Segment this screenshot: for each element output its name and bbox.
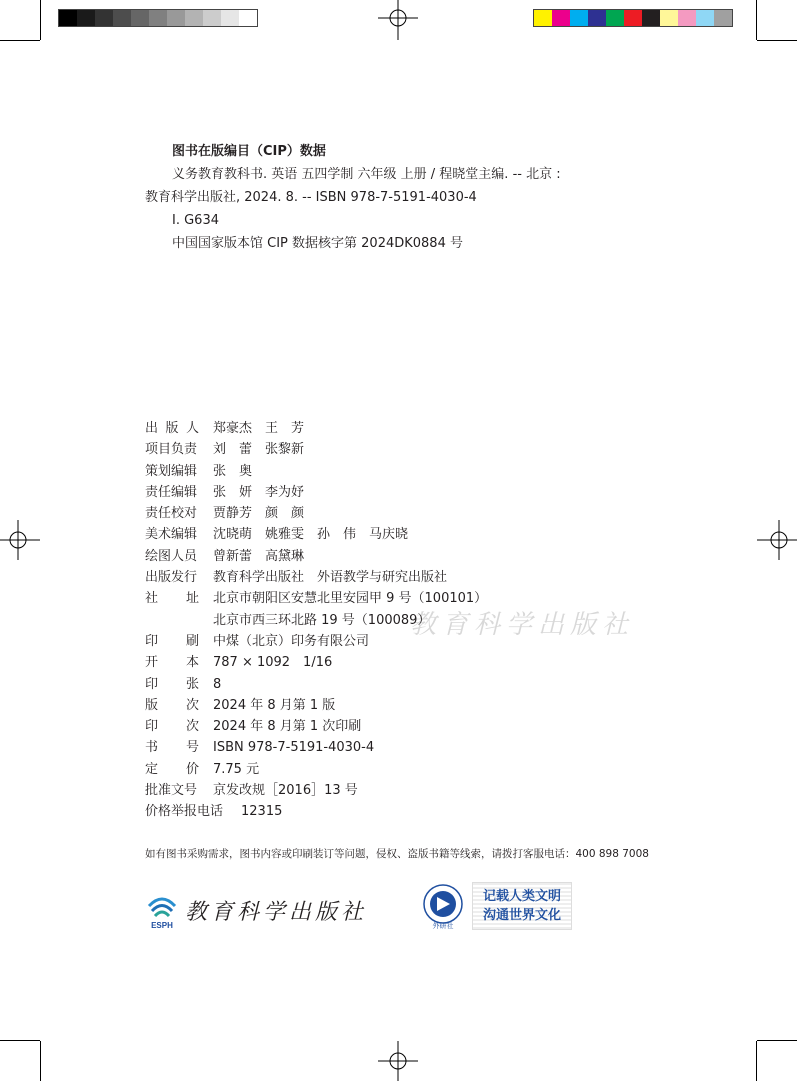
credit-row bbox=[145, 759, 487, 780]
crop-mark bbox=[40, 0, 41, 40]
credit-label: 印刷 bbox=[145, 633, 199, 649]
credit-label: 责任编辑 bbox=[145, 484, 198, 500]
credit-value: 7.75 元 bbox=[213, 761, 260, 777]
crop-mark bbox=[757, 40, 797, 41]
color-swatch bbox=[221, 10, 239, 26]
credit-label: 印次 bbox=[145, 719, 199, 735]
credit-label: 项目负责 bbox=[145, 442, 198, 458]
credit-label: 策划编辑 bbox=[145, 463, 198, 479]
credit-value: 2024 年 8 月第 1 次印刷 bbox=[213, 719, 362, 735]
credit-value: 京发改规［2016］13 号 bbox=[213, 783, 358, 799]
crop-mark bbox=[0, 1040, 40, 1041]
color-swatch bbox=[624, 10, 642, 26]
credit-value: 787 × 1092 1/16 bbox=[213, 655, 333, 671]
fltrp-slogan bbox=[472, 882, 572, 930]
credit-row bbox=[145, 567, 487, 588]
color-swatch bbox=[552, 10, 570, 26]
credit-value: ISBN 978-7-5191-4030-4 bbox=[213, 740, 375, 756]
credit-row bbox=[145, 780, 487, 801]
credit-row bbox=[145, 461, 487, 482]
color-swatch bbox=[534, 10, 552, 26]
color-swatch bbox=[203, 10, 221, 26]
credit-label: 出版发行 bbox=[145, 570, 198, 586]
cip-heading: 图书在版编目（CIP）数据 bbox=[172, 144, 326, 159]
cip-line: 中国国家版本馆 CIP 数据核字第 2024DK0884 号 bbox=[172, 236, 463, 251]
credit-value: 曾新蕾 高黛琳 bbox=[213, 548, 305, 564]
credit-value: 12315 bbox=[241, 804, 283, 820]
credit-row bbox=[145, 546, 487, 567]
credit-value: 北京市西三环北路 19 号（100089） bbox=[213, 612, 431, 628]
color-swatch bbox=[588, 10, 606, 26]
credit-row bbox=[145, 631, 487, 652]
color-swatch bbox=[660, 10, 678, 26]
credit-value: 郑豪杰 王 芳 bbox=[213, 421, 305, 436]
grayscale-bar bbox=[58, 9, 258, 27]
registration-mark-icon bbox=[757, 520, 797, 560]
color-swatch bbox=[696, 10, 714, 26]
crop-mark bbox=[757, 1040, 797, 1041]
credit-value: 教育科学出版社 外语教学与研究出版社 bbox=[213, 570, 448, 586]
credit-label: 出版人 bbox=[145, 421, 199, 436]
color-swatch bbox=[59, 10, 77, 26]
color-bar bbox=[533, 9, 733, 27]
credit-value: 张 妍 李为妤 bbox=[213, 484, 305, 500]
esph-name: 教育科学出版社 bbox=[185, 899, 368, 925]
fltrp-slogan-line: 记载人类文明 bbox=[483, 889, 562, 904]
fltrp-logo bbox=[420, 882, 572, 930]
esph-abbr: ESPH bbox=[151, 921, 173, 930]
credit-row bbox=[145, 801, 487, 822]
publisher-watermark: 教育科学出版社 bbox=[410, 610, 635, 640]
credit-row bbox=[145, 674, 487, 695]
credit-label: 开本 bbox=[145, 655, 199, 671]
crop-mark bbox=[756, 1041, 757, 1081]
cip-block bbox=[145, 140, 561, 255]
color-swatch bbox=[95, 10, 113, 26]
color-swatch bbox=[678, 10, 696, 26]
credit-row bbox=[145, 716, 487, 737]
fltrp-emblem-icon bbox=[420, 883, 466, 929]
color-swatch bbox=[77, 10, 95, 26]
credit-value: 沈晓萌 姚雅雯 孙 伟 马庆晓 bbox=[213, 527, 409, 543]
color-swatch bbox=[642, 10, 660, 26]
credit-label: 批准文号 bbox=[145, 783, 198, 799]
credit-row bbox=[145, 737, 487, 758]
crop-mark bbox=[756, 0, 757, 40]
credit-label: 责任校对 bbox=[145, 506, 198, 522]
credit-label: 定价 bbox=[145, 761, 199, 777]
credit-value: 8 bbox=[213, 676, 222, 692]
credit-value: 2024 年 8 月第 1 版 bbox=[213, 697, 336, 713]
color-swatch bbox=[131, 10, 149, 26]
credit-value: 张 奥 bbox=[213, 463, 253, 479]
registration-mark-icon bbox=[378, 0, 418, 40]
color-swatch bbox=[185, 10, 203, 26]
color-swatch bbox=[606, 10, 624, 26]
crop-mark bbox=[0, 40, 40, 41]
color-swatch bbox=[113, 10, 131, 26]
color-swatch bbox=[239, 10, 257, 26]
credit-value: 北京市朝阳区安慧北里安园甲 9 号（100101） bbox=[213, 591, 488, 607]
cip-line: 教育科学出版社, 2024. 8. -- ISBN 978-7-5191-4030-4 bbox=[145, 190, 477, 205]
customer-service-notice: 如有图书采购需求，图书内容或印刷装订等问题，侵权、盗版书籍等线索，请拨打客服电话：400 898 7008 bbox=[145, 848, 649, 860]
color-swatch bbox=[167, 10, 185, 26]
credit-label: 美术编辑 bbox=[145, 527, 198, 543]
credit-row bbox=[145, 652, 487, 673]
credit-label: 绘图人员 bbox=[145, 548, 198, 564]
credit-row bbox=[145, 610, 487, 631]
credit-label: 版次 bbox=[145, 697, 199, 713]
cip-line: Ⅰ. G634 bbox=[172, 213, 219, 228]
credit-row bbox=[145, 482, 487, 503]
credit-value: 中煤（北京）印务有限公司 bbox=[213, 633, 370, 649]
registration-mark-icon bbox=[0, 520, 40, 560]
credit-row bbox=[145, 418, 487, 439]
credit-label: 价格举报电话 bbox=[145, 804, 224, 820]
credit-label bbox=[145, 610, 213, 631]
credit-row bbox=[145, 524, 487, 545]
fltrp-abbr: 外研社 bbox=[432, 922, 454, 929]
esph-logo bbox=[145, 890, 367, 930]
fltrp-slogan-line: 沟通世界文化 bbox=[483, 908, 562, 923]
credit-label: 印张 bbox=[145, 676, 199, 692]
credit-label: 书号 bbox=[145, 740, 199, 756]
color-swatch bbox=[570, 10, 588, 26]
credit-row bbox=[145, 588, 487, 609]
color-swatch bbox=[714, 10, 732, 26]
credit-row bbox=[145, 695, 487, 716]
registration-mark-icon bbox=[378, 1041, 418, 1081]
esph-emblem-icon bbox=[145, 890, 179, 930]
credits-list bbox=[145, 418, 487, 823]
credit-row bbox=[145, 439, 487, 460]
cip-line: 义务教育教科书. 英语 五四学制 六年级 上册 / 程晓堂主编. -- 北京 : bbox=[172, 167, 561, 182]
credit-value: 刘 蕾 张黎新 bbox=[213, 442, 305, 458]
credit-label: 社址 bbox=[145, 591, 199, 607]
color-swatch bbox=[149, 10, 167, 26]
crop-mark bbox=[40, 1041, 41, 1081]
credit-value: 贾静芳 颜 颜 bbox=[213, 506, 305, 522]
credit-row bbox=[145, 503, 487, 524]
